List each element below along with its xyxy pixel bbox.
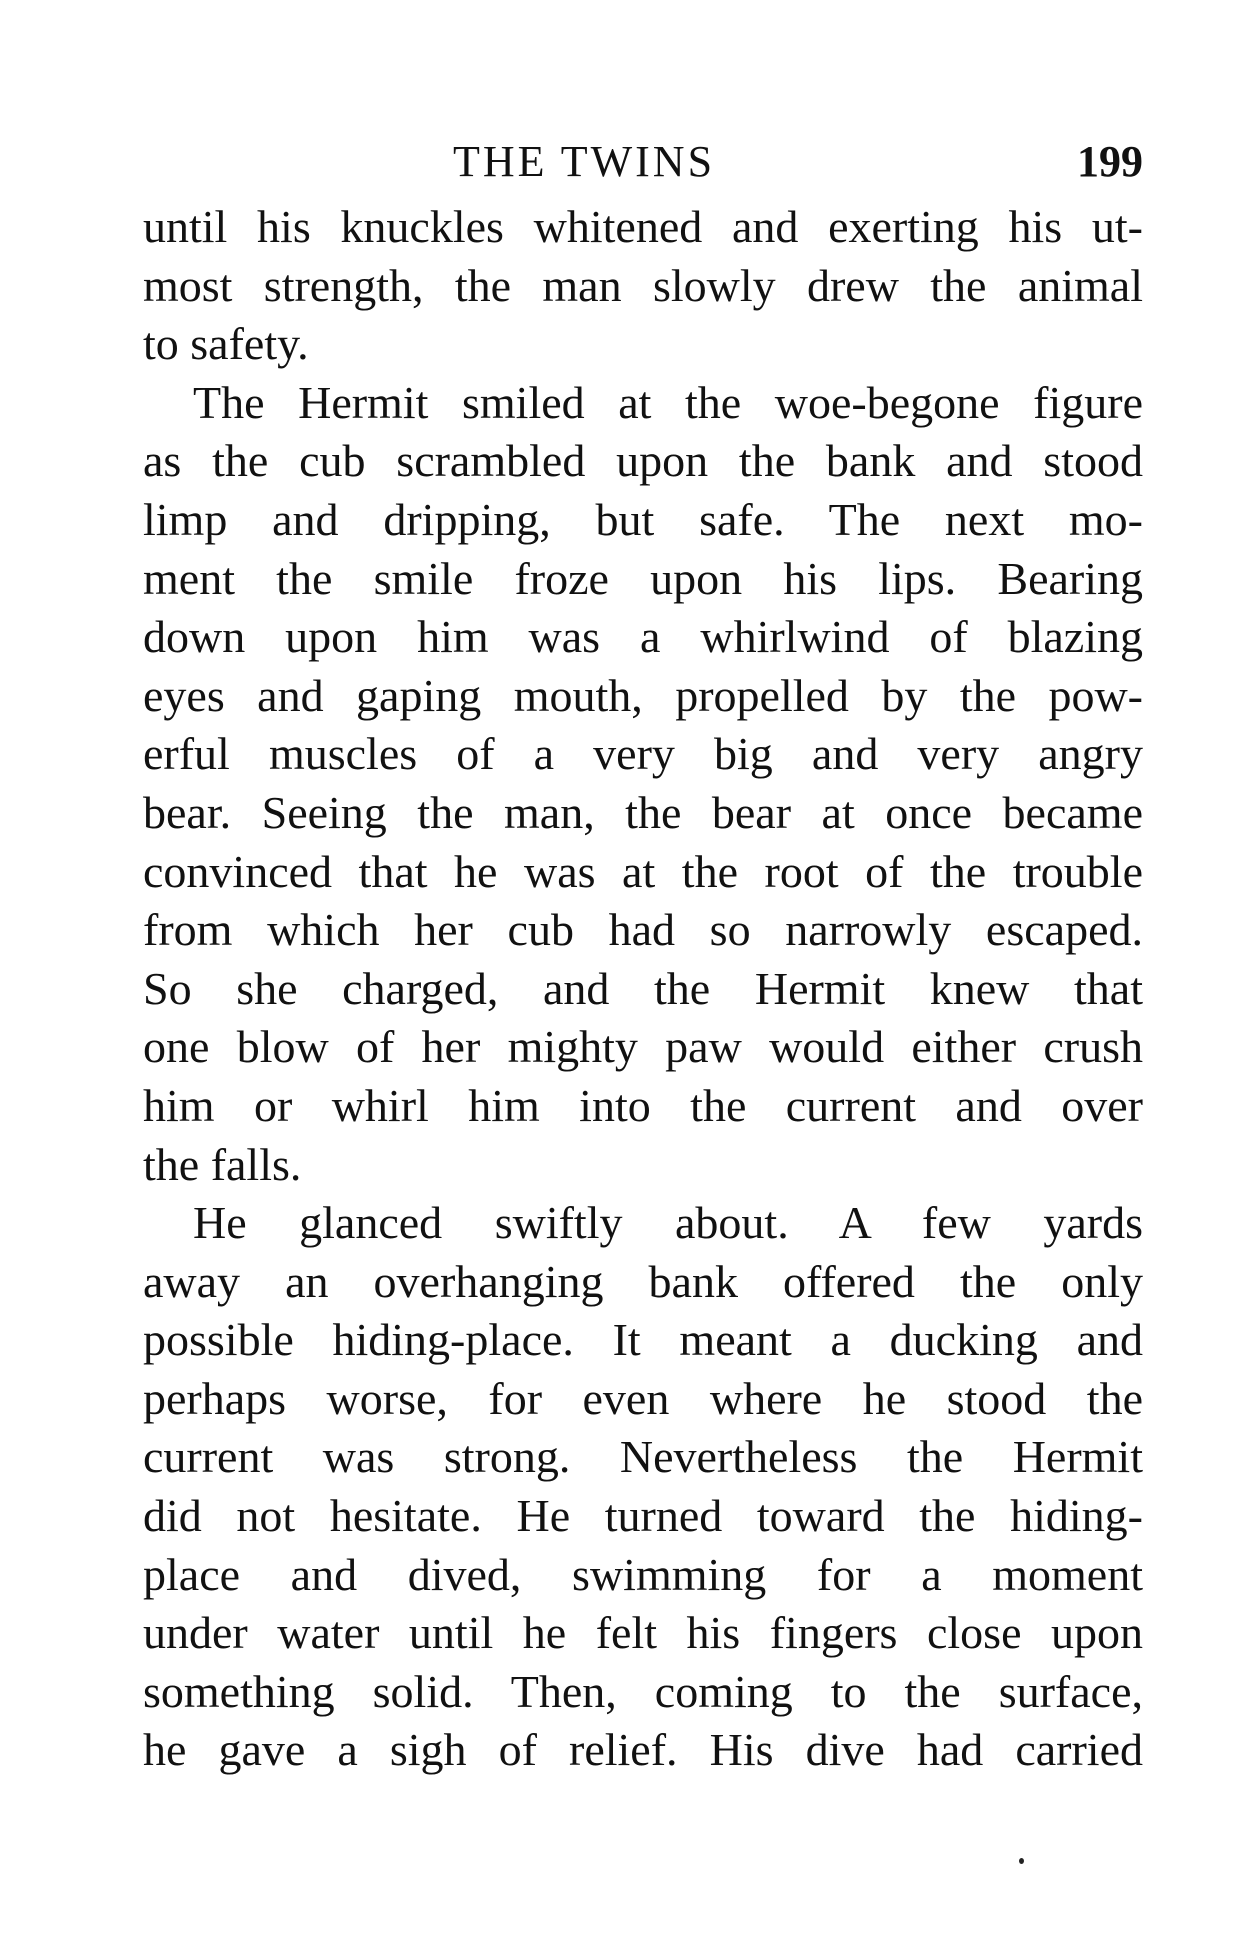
text-line: him or whirl him into the current and over (143, 1079, 1143, 1131)
text-line: current was strong. Nevertheless the Hermit (143, 1431, 1143, 1483)
text-line: convinced that he was at the root of the trouble (143, 845, 1143, 897)
text-line: he gave a sigh of relief. His dive had carried (143, 1724, 1143, 1776)
body-text (143, 198, 1143, 1780)
text-line: eyes and gaping mouth, propelled by the pow- (143, 669, 1143, 721)
text-line: to safety. (143, 318, 309, 370)
text-line: down upon him was a whirlwind of blazing (143, 611, 1143, 663)
text-line: most strength, the man slowly drew the animal (143, 259, 1143, 311)
text-line: bear. Seeing the man, the bear at once became (143, 786, 1143, 838)
text-line: the falls. (143, 1138, 302, 1190)
running-title: THE TWINS (453, 137, 716, 186)
text-line: So she charged, and the Hermit knew that (143, 962, 1143, 1014)
text-line: until his knuckles whitened and exerting his ut- (143, 201, 1143, 252)
text-line: erful muscles of a very big and very angry (143, 728, 1143, 780)
paragraph-start-line: He glanced swiftly about. A few yards (193, 1197, 1143, 1249)
print-speck (1019, 1858, 1024, 1864)
paragraph-start-line: The Hermit smiled at the woe-begone figure (193, 376, 1143, 428)
text-line: did not hesitate. He turned toward the hiding- (143, 1490, 1143, 1542)
text-line: something solid. Then, coming to the surface, (143, 1665, 1143, 1717)
running-header (143, 134, 1143, 194)
text-line: under water until he felt his fingers close upon (143, 1607, 1143, 1659)
text-line: one blow of her mighty paw would either crush (143, 1021, 1143, 1073)
text-line: as the cub scrambled upon the bank and stood (143, 435, 1143, 487)
page-number: 199 (1077, 137, 1143, 186)
text-line: limp and dripping, but safe. The next mo- (143, 493, 1143, 545)
text-line: possible hiding-place. It meant a ducking and (143, 1314, 1143, 1366)
text-line: away an overhanging bank offered the only (143, 1255, 1143, 1307)
text-line: ment the smile froze upon his lips. Bearing (143, 552, 1143, 604)
text-line: from which her cub had so narrowly escaped. (143, 904, 1143, 956)
text-line: perhaps worse, for even where he stood the (143, 1372, 1143, 1424)
text-line: place and dived, swimming for a moment (143, 1548, 1143, 1600)
